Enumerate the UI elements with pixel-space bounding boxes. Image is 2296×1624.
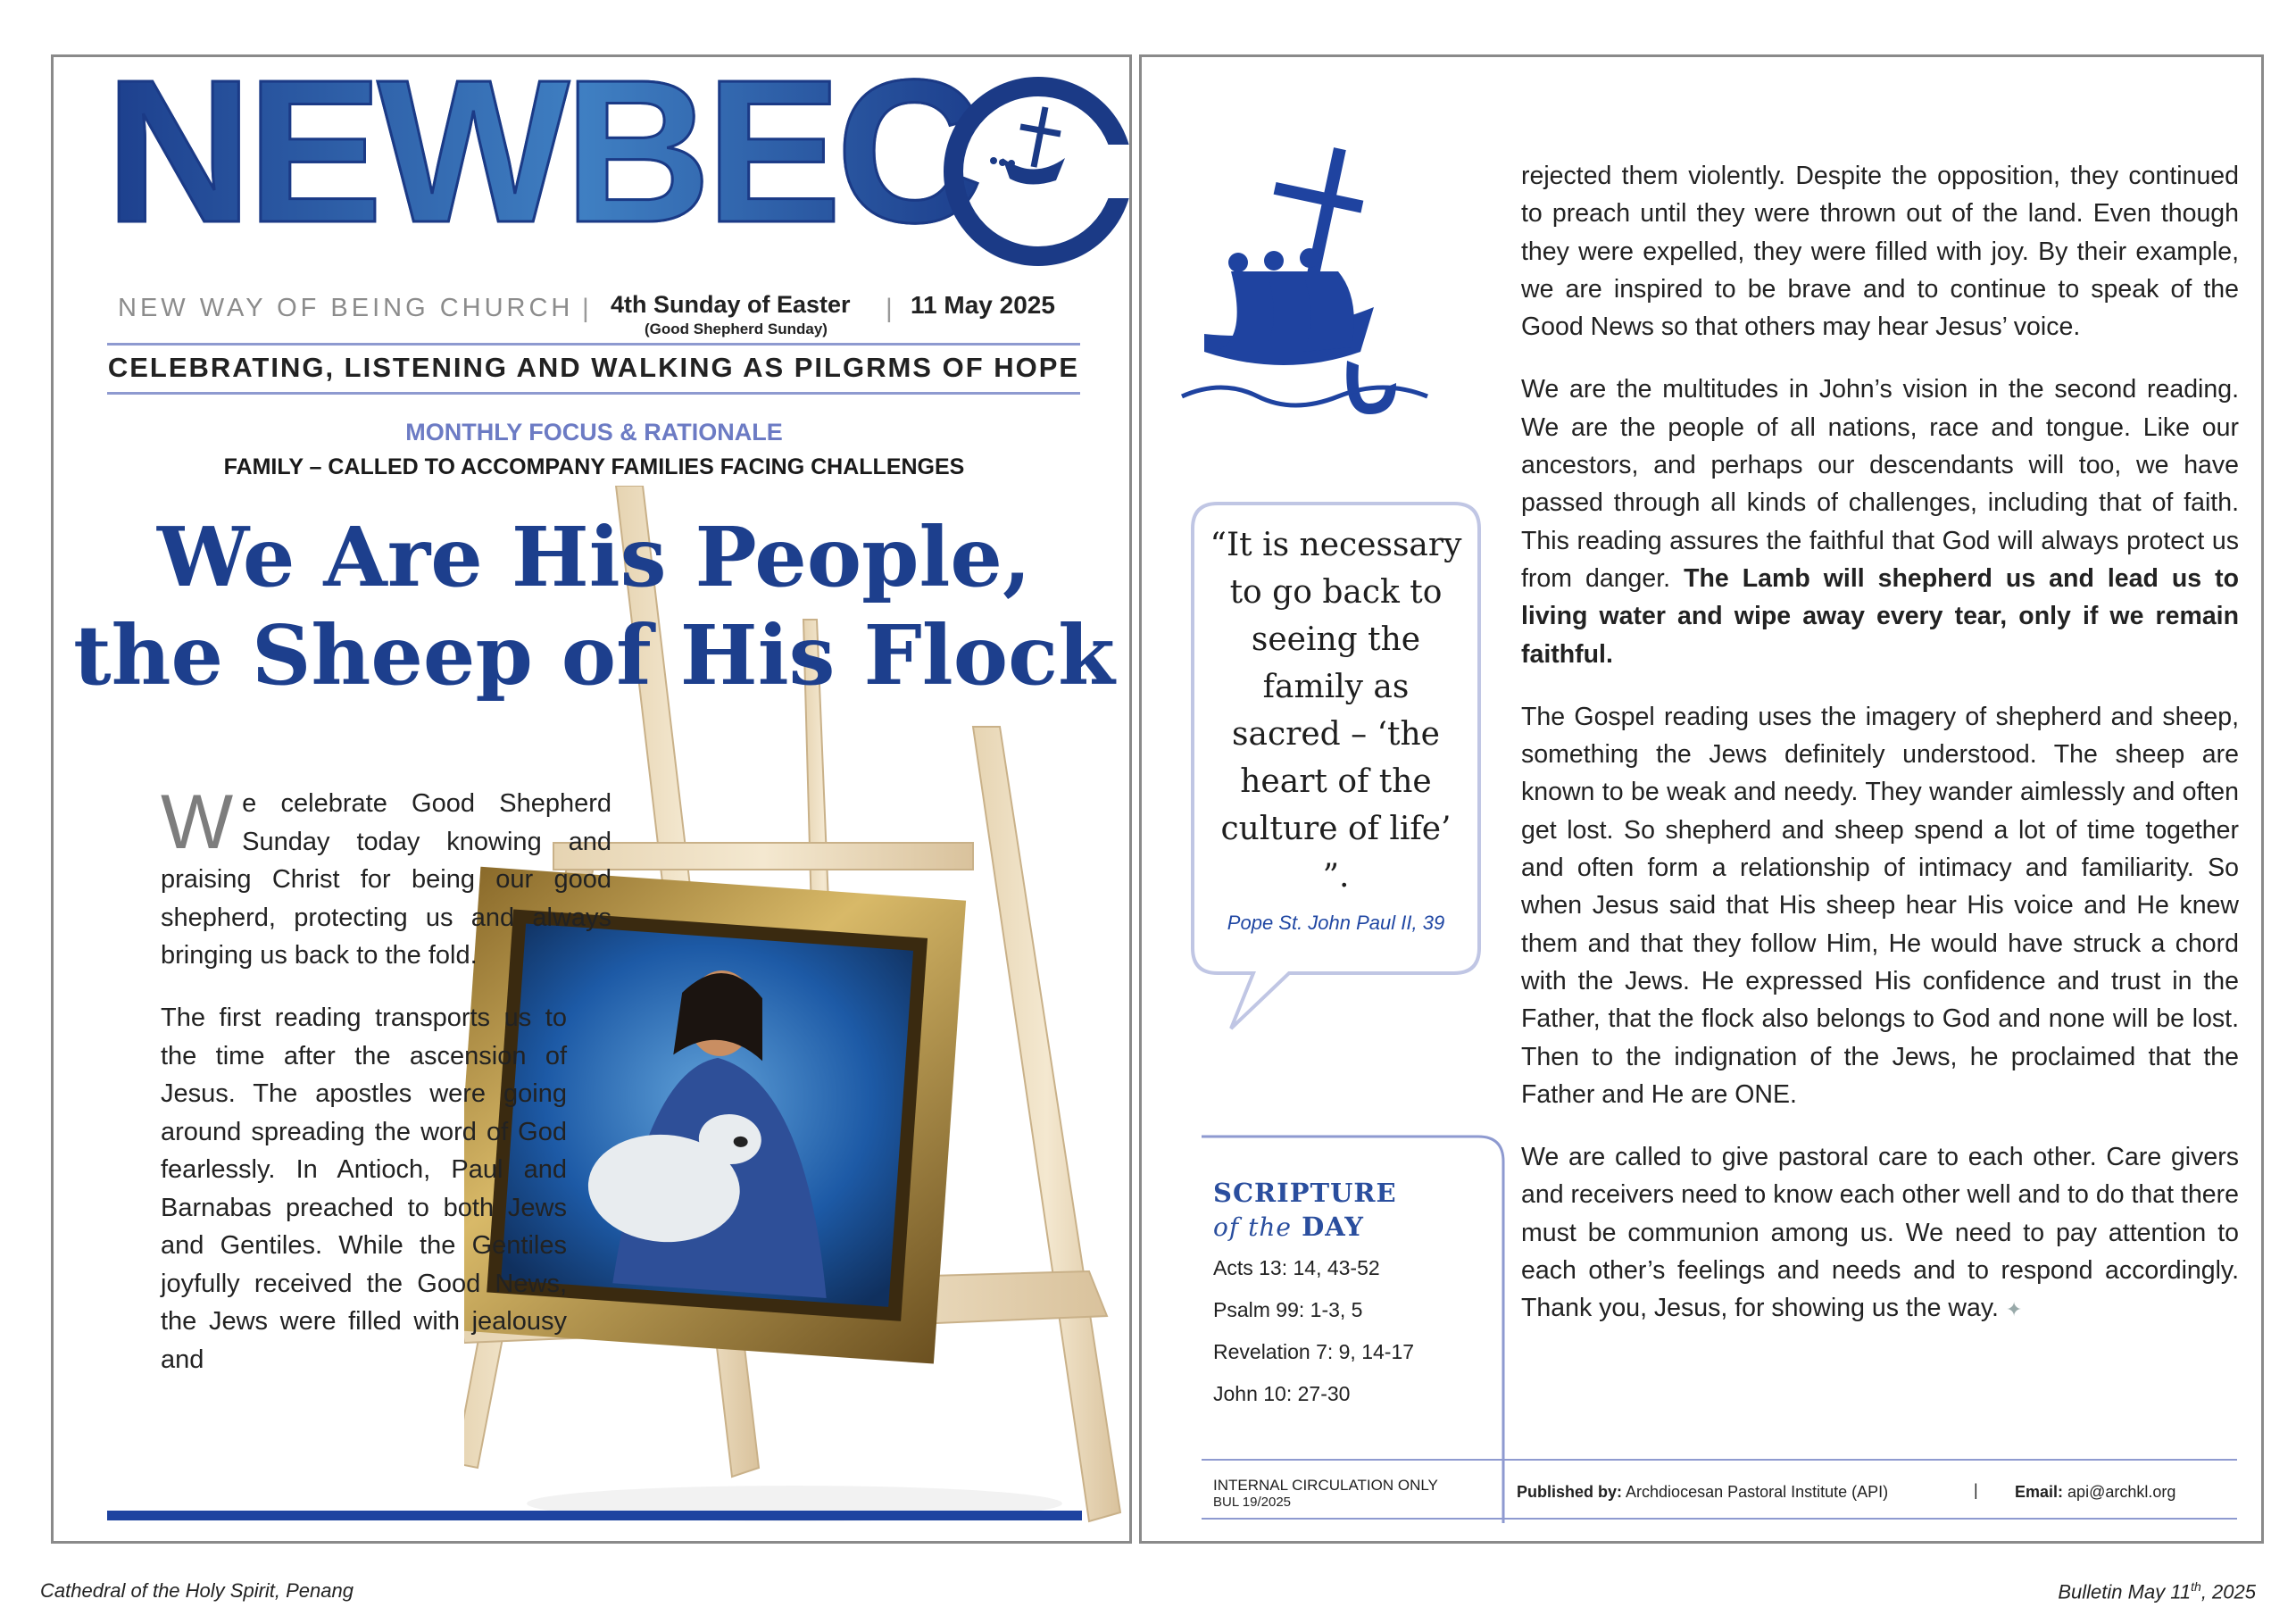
intro-paragraph <box>161 779 611 975</box>
masthead-title: NEWBEC <box>105 54 977 254</box>
separator: | <box>886 294 893 323</box>
internal-circulation-label: INTERNAL CIRCULATION ONLY <box>1213 1477 1438 1494</box>
focus-title: FAMILY – CALLED TO ACCOMPANY FAMILIES FACING CHALLENGES <box>223 454 965 479</box>
drop-cap: W <box>161 779 234 865</box>
published-label: Published by: <box>1517 1483 1623 1501</box>
paragraph: The Gospel reading uses the imagery of shepherd and sheep, something the Jews definitely understood. The sheep are known to be weak and needy. They wander aimlessly and often get lost. So shepherd and sheep spend a lot of time together and often form a relationship of intimacy and familiarity. So when Jesus said that His sheep hear His voice and He knew them and that they follow Him, He would have struck a chord with the Jews. He expressed His confidence and trust in the Father, that the flock also belongs to God and none will be lost. Then to the indignation of the Jews, he proclaimed that the Father and He are ONE. <box>1521 702 2239 1109</box>
article-body <box>1521 157 2239 1353</box>
masthead-tagline: NEW WAY OF BEING CHURCH <box>118 294 574 322</box>
date-suffix: th <box>2191 1579 2201 1594</box>
end-mark-icon: ✦ <box>2005 1298 2023 1321</box>
quote-attribution: Pope St. John Paul II, 39 <box>1227 912 1445 934</box>
banner-tagline: CELEBRATING, LISTENING AND WALKING AS PILGRMS OF HOPE <box>107 352 1080 383</box>
scripture-heading: SCRIPTURE <box>1213 1178 1397 1208</box>
paragraph <box>1521 1138 2239 1327</box>
reading-item: Revelation 7: 9, 14-17 <box>1213 1340 1415 1363</box>
scripture-sub-day: DAY <box>1302 1212 1365 1242</box>
intro-text: e celebrate Good Shepherd Sunday today knowing and praising Christ for being our good shepherd, protecting us and always bringing us back to the fold. <box>161 789 611 970</box>
page-footer-bulletin <box>2058 1579 2256 1603</box>
scripture-sub-prefix: of the <box>1213 1212 1292 1242</box>
divider <box>1202 1518 2237 1520</box>
reading-item: John 10: 27-30 <box>1213 1382 1351 1405</box>
bulletin-label: Bulletin May 11 <box>2058 1580 2192 1603</box>
occasion-subtitle: (Good Shepherd Sunday) <box>645 321 828 337</box>
publisher-name: Archdiocesan Pastoral Institute (API) <box>1626 1483 1889 1501</box>
first-reading-text: The first reading transports us to the time after the ascension of Jesus. The apostles were going around spreading the word of God fearlessly. In Antioch, Paul and Barnabas preached to both Jews and Gentiles. While the Gentiles joyfully received the Good News, the Jews were filled with jealousy and <box>161 1004 567 1374</box>
inside-page <box>1139 54 2264 1544</box>
email-address[interactable]: api@archkl.org <box>2067 1483 2176 1501</box>
issue-date: 11 May 2025 <box>911 291 1055 319</box>
scripture-title <box>1213 1176 1397 1245</box>
boat-cross-logo-icon <box>1177 129 1445 432</box>
boat-cross-badge-icon <box>940 73 1132 287</box>
headline <box>54 508 1132 704</box>
paragraph-text: We are the multitudes in John’s vision in the second reading. We are the people of all nations, race and tongue. Like our ancestors, and perhaps our descendants will too, we have passed through all kinds of challenges, including that of faith. This reading assures the faithful that God will always protect us from danger. <box>1521 375 2239 593</box>
reading-item: Acts 13: 14, 43-52 <box>1213 1256 1380 1279</box>
reading-item: Psalm 99: 1-3, 5 <box>1213 1298 1363 1321</box>
divider <box>107 392 1080 395</box>
paragraph-text: We are called to give pastoral care to each other. Care givers and receivers need to know each other well and to do that there must be communion among us. We need to pay attention to each other’s feelings and needs and to respond accordingly. Thank you, Jesus, for showing us the way. <box>1521 1143 2239 1323</box>
bulletin-code: BUL 19/2025 <box>1213 1495 1292 1510</box>
email-info <box>2015 1483 2175 1502</box>
headline-line-1: We Are His People, <box>157 509 1031 605</box>
front-page <box>51 54 1132 1544</box>
divider <box>1202 1459 2237 1461</box>
separator: | <box>1974 1481 1978 1499</box>
bold-statement: The Lamb will shepherd us and lead us to living water and wipe away every tear, only if we remain faithful. <box>1521 563 2240 669</box>
bottom-bar <box>107 1511 1082 1520</box>
occasion: 4th Sunday of Easter <box>611 291 851 318</box>
masthead <box>105 54 1123 316</box>
page-footer-parish: Cathedral of the Holy Spirit, Penang <box>40 1579 354 1602</box>
publisher-info <box>1517 1483 1888 1502</box>
headline-line-2: the Sheep of His Flock <box>73 607 1115 704</box>
separator: | <box>582 294 589 323</box>
divider <box>107 343 1080 346</box>
paragraph: rejected them violently. Despite the opposition, they continued to preach until they were thrown out of the land. Even though they were expelled, they were filled with joy. By their example, we are inspired to be brave and to continue to speak of the Good News so that others may hear Jesus’ voice. <box>1521 162 2239 342</box>
divider <box>1502 1459 1504 1520</box>
paragraph <box>1521 371 2239 672</box>
bulletin-year: , 2025 <box>2200 1580 2256 1603</box>
first-reading-paragraph <box>161 999 567 1378</box>
email-label: Email: <box>2015 1483 2064 1501</box>
focus-label: MONTHLY FOCUS & RATIONALE <box>405 419 783 446</box>
masthead-subline <box>118 291 1091 337</box>
quote-text: “It is necessary to go back to seeing the family as sacred – ‘the heart of the culture of life’ ”. <box>1210 527 1462 895</box>
